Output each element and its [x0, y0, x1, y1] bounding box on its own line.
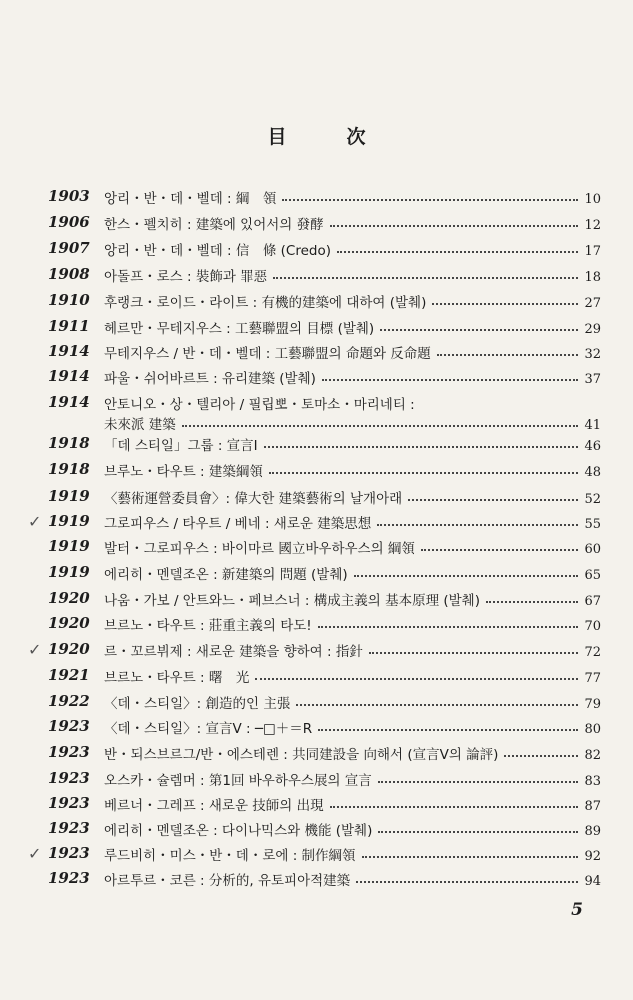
toc-entry: [0, 614, 633, 640]
entry-year: 1907: [48, 239, 90, 257]
entry-page: 94: [584, 874, 601, 889]
entry-year: 1920: [48, 640, 90, 658]
entry-title: 아돌프・로스 : 裝飾과 罪惡: [104, 269, 268, 285]
entry-title: 그로피우스 / 타우트 / 베네 : 새로운 建築思想: [104, 516, 372, 532]
entry-title: 루드비히・미스・반・데・로에 : 制作綱領: [104, 848, 356, 864]
entry-year: 1923: [48, 717, 90, 735]
entry-title: 에리히・멘델조온 : 다이나믹스와 機能 (발췌): [104, 823, 373, 839]
entry-title: 반・되스브르그/반・에스테렌 : 共同建設을 向해서 (宣言Ⅴ의 論評): [104, 747, 499, 763]
entry-title: 후랭크・로이드・라이트 : 有機的建築에 대하여 (발췌): [104, 295, 427, 311]
dot-leader: [486, 601, 578, 603]
entry-title: 베르너・그레프 : 새로운 技師의 出現: [104, 798, 324, 814]
entry-title: 에리히・멘델조온 : 新建築의 問題 (발췌): [104, 567, 348, 583]
entry-title: 〈데・스티일〉: 宣言Ⅴ : ─□＋＝R: [104, 721, 313, 737]
toc-entry: [0, 367, 633, 393]
entry-page: 48: [584, 465, 601, 480]
toc-entry: [0, 317, 633, 343]
entry-year: 1908: [48, 265, 90, 283]
toc-entry: [0, 265, 633, 291]
entry-page: 87: [584, 799, 601, 814]
entry-page: 27: [584, 296, 601, 311]
dot-leader: [322, 379, 579, 381]
dot-leader: [296, 704, 578, 706]
entry-title: 발터・그로피우스 : 바이마르 國立바우하우스의 綱領: [104, 541, 415, 557]
entry-page: 29: [584, 322, 601, 337]
dot-leader: [437, 354, 579, 356]
toc-entry: [0, 563, 633, 589]
entry-year: 1923: [48, 769, 90, 787]
dot-leader: [330, 225, 579, 227]
entry-title: 〈데・스티일〉: 創造的인 主張: [104, 696, 291, 712]
entry-year: 1914: [48, 342, 90, 360]
toc-entry: [0, 717, 633, 743]
dot-leader: [377, 524, 578, 526]
dot-leader: [356, 881, 578, 883]
toc-entry: [0, 640, 633, 666]
toc-entry: [0, 393, 633, 433]
dot-leader: [269, 472, 579, 474]
entry-page: 52: [584, 492, 601, 507]
entry-title: 파울・쉬어바르트 : 유리建築 (발췌): [104, 371, 316, 387]
entry-title-continued: 未來派 建築: [104, 417, 176, 433]
dot-leader: [318, 729, 578, 731]
toc-entry: [0, 819, 633, 845]
entry-year: 1920: [48, 589, 90, 607]
toc-entry: [0, 743, 633, 769]
entry-page: 55: [584, 517, 601, 532]
entry-year: 1923: [48, 844, 90, 862]
entry-page: 89: [584, 824, 601, 839]
entry-year: 1920: [48, 614, 90, 632]
check-mark-icon: ✓: [28, 844, 42, 863]
dot-leader: [380, 329, 578, 331]
entry-year: 1906: [48, 213, 90, 231]
toc-entry: [0, 512, 633, 538]
toc-heading: [0, 122, 633, 149]
entry-page: 72: [584, 645, 601, 660]
entry-year: 1914: [48, 393, 90, 411]
toc-entry: [0, 434, 633, 460]
entry-title: 한스・펠치히 : 建築에 있어서의 發酵: [104, 217, 324, 233]
entry-year: 1914: [48, 367, 90, 385]
entry-title: 브르노・타우트 : 曙 光: [104, 670, 250, 686]
dot-leader: [282, 199, 578, 201]
entry-page: 79: [584, 697, 601, 712]
dot-leader: [182, 425, 579, 427]
dot-leader: [354, 575, 579, 577]
entry-year: 1923: [48, 794, 90, 812]
entry-year: 1919: [48, 537, 90, 555]
toc-entry: [0, 844, 633, 870]
toc-entry: [0, 769, 633, 795]
heading-char-right: 次: [346, 126, 366, 148]
toc-entry: [0, 187, 633, 213]
dot-leader: [421, 549, 579, 551]
toc-entry: [0, 589, 633, 615]
entry-title: 무테지우스 / 반・데・벨데 : 工藝聯盟의 命題와 反命題: [104, 346, 431, 362]
dot-leader: [273, 277, 578, 279]
entry-title: 브르노・타우트 : 莊重主義의 타도!: [104, 618, 312, 634]
entry-page: 32: [584, 347, 601, 362]
dot-leader: [255, 678, 578, 680]
entry-page: 80: [584, 722, 601, 737]
toc-entry: [0, 342, 633, 368]
entry-page: 92: [584, 849, 601, 864]
entry-title: 오스카・슐렘머 : 第1回 바우하우스展의 宣言: [104, 773, 372, 789]
dot-leader: [378, 781, 579, 783]
entry-page: 37: [584, 372, 601, 387]
entry-title: 〈藝術運營委員會〉: 偉大한 建築藝術의 날개아래: [104, 491, 403, 507]
entry-title: 아르투르・코른 : 分析的, 유토피아적建築: [104, 873, 351, 889]
entry-year: 1923: [48, 743, 90, 761]
dot-leader: [330, 806, 579, 808]
entry-page: 46: [584, 439, 601, 454]
toc-entry: [0, 666, 633, 692]
toc-entry: [0, 291, 633, 317]
entry-page: 18: [584, 270, 601, 285]
entry-page: 10: [584, 192, 601, 207]
entry-year: 1923: [48, 819, 90, 837]
entry-page: 82: [584, 748, 601, 763]
entry-title: 헤르만・무테지우스 : 工藝聯盟의 目標 (발췌): [104, 321, 375, 337]
entry-year: 1911: [48, 317, 90, 335]
toc-entry: [0, 692, 633, 718]
entry-year: 1921: [48, 666, 90, 684]
toc-entry: [0, 869, 633, 895]
entry-year: 1918: [48, 460, 90, 478]
dot-leader: [432, 303, 578, 305]
entry-page: 65: [584, 568, 601, 583]
entry-year: 1919: [48, 563, 90, 581]
toc-entry: [0, 487, 633, 513]
entry-page: 70: [584, 619, 601, 634]
toc-entry: [0, 794, 633, 820]
toc-entry: [0, 460, 633, 486]
entry-year: 1910: [48, 291, 90, 309]
toc-entry: [0, 239, 633, 265]
entry-title: 르・꼬르뷔제 : 새로운 建築을 향하여 : 指針: [104, 644, 363, 660]
heading-char-left: 目: [267, 126, 287, 148]
toc-entry: [0, 537, 633, 563]
entry-page: 83: [584, 774, 601, 789]
dot-leader: [378, 831, 578, 833]
entry-title: 안토니오・상・텔리아 / 필립뽀・토마소・마리네티 :: [104, 397, 415, 413]
entry-page: 17: [584, 244, 601, 259]
entry-title: 「데 스티일」그룹 : 宣言Ⅰ: [104, 438, 258, 454]
dot-leader: [337, 251, 578, 253]
dot-leader: [504, 755, 578, 757]
entry-year: 1923: [48, 869, 90, 887]
dot-leader: [362, 856, 579, 858]
entry-year: 1903: [48, 187, 90, 205]
entry-page: 67: [584, 594, 601, 609]
entry-year: 1918: [48, 434, 90, 452]
dot-leader: [318, 626, 579, 628]
toc-entry: [0, 213, 633, 239]
entry-year: 1922: [48, 692, 90, 710]
entry-page: 12: [584, 218, 601, 233]
page-number: 5: [571, 900, 583, 920]
entry-page: 41: [584, 418, 601, 433]
entry-title: 나움・가보 / 안트와느・페브스너 : 構成主義의 基本原理 (발췌): [104, 593, 480, 609]
entry-page: 77: [584, 671, 601, 686]
entry-title: 앙리・반・데・벨데 : 綱 領: [104, 191, 277, 207]
entry-year: 1919: [48, 487, 90, 505]
dot-leader: [369, 652, 579, 654]
dot-leader: [264, 446, 579, 448]
entry-title: 브루노・타우트 : 建築綱領: [104, 464, 263, 480]
check-mark-icon: ✓: [28, 512, 42, 531]
entry-page: 60: [584, 542, 601, 557]
entry-title: 앙리・반・데・벨데 : 信 條 (Credo): [104, 243, 332, 259]
dot-leader: [408, 499, 578, 501]
entry-year: 1919: [48, 512, 90, 530]
check-mark-icon: ✓: [28, 640, 42, 659]
